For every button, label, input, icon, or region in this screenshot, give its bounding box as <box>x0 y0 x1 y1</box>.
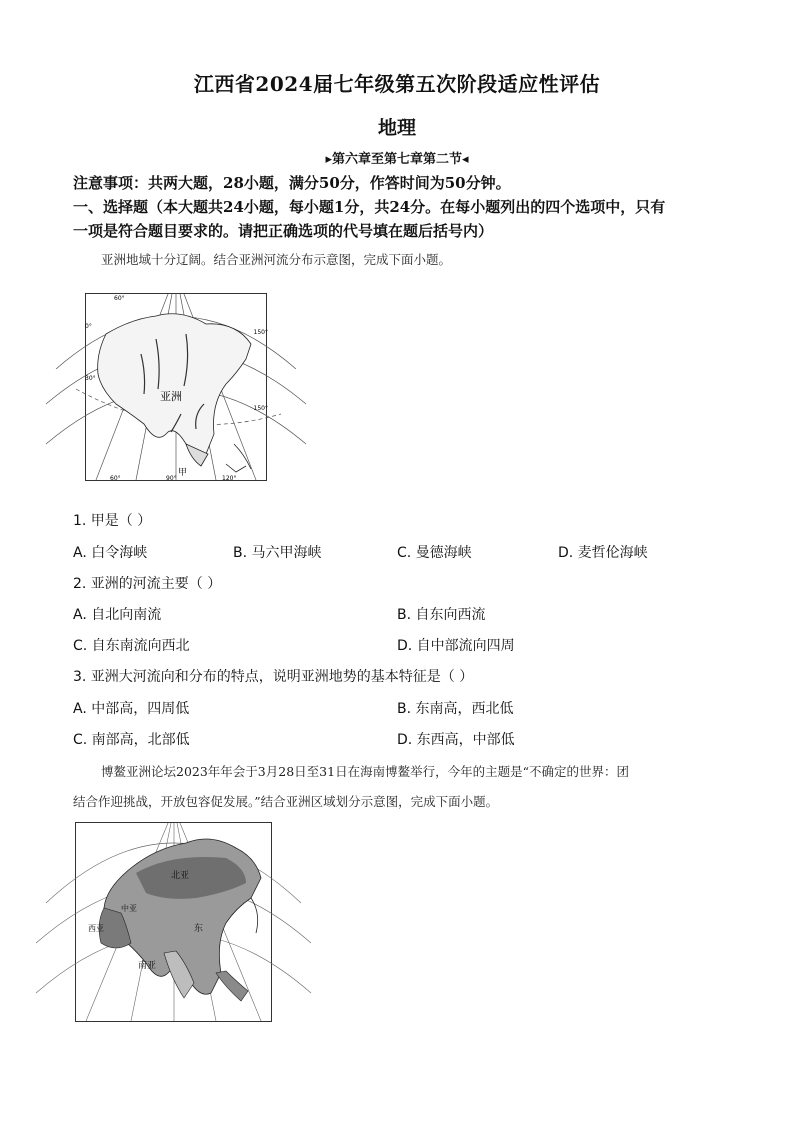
map1-label-asia: 亚洲 <box>160 390 182 403</box>
map2-label-north-asia: 北亚 <box>171 871 190 881</box>
map1-label-bottom-90: 90° <box>166 475 177 482</box>
section-heading-line2: 一项是符合题目要求的。请把正确选项的代号填在题后括号内） <box>73 222 494 240</box>
q2-option-b[interactable]: B. 自东向西流 <box>397 607 486 623</box>
map1-label-bottom-60: 60° <box>110 475 121 482</box>
map2-label-south-asia: 南亚 <box>138 961 157 971</box>
map1-label-lat0: 0° <box>85 323 92 330</box>
q2-option-d[interactable]: D. 自中部流向四周 <box>397 638 515 654</box>
section-heading-line1: 一、选择题（本大题共24小题，每小题1分，共24分。在每小题列出的四个选项中，只有 <box>73 198 666 216</box>
q1-option-c[interactable]: C. 曼德海峡 <box>397 545 472 561</box>
notice-line: 注意事项：共两大题，28小题，满分50分，作答时间为50分钟。 <box>73 174 511 192</box>
q3-option-a[interactable]: A. 中部高，四周低 <box>73 701 190 717</box>
q3-stem: 3. 亚洲大河流向和分布的特点，说明亚洲地势的基本特征是（ ） <box>73 669 474 685</box>
q1-option-b[interactable]: B. 马六甲海峡 <box>233 545 322 561</box>
map1-label-lat30: 30° <box>85 375 96 382</box>
q3-option-c[interactable]: C. 南部高，北部低 <box>73 732 190 748</box>
map2-label-west-asia: 西亚 <box>88 924 104 933</box>
map1-label-150: 150° <box>253 329 268 336</box>
q1-option-a[interactable]: A. 白令海峡 <box>73 545 148 561</box>
q3-option-b[interactable]: B. 东南高，西北低 <box>397 701 514 717</box>
map2-label-east: 东 <box>194 924 204 934</box>
asia-rivers-map-drawing <box>86 294 266 480</box>
map1-label-60: 60° <box>114 295 125 302</box>
q3-option-d[interactable]: D. 东西高，中部低 <box>397 732 515 748</box>
intro-paragraph-2-line1: 博鳌亚洲论坛2023年年会于3月28日至31日在海南博鳌举行，今年的主题是“不确定的世界：团 <box>101 764 629 779</box>
asia-regions-map-drawing <box>76 823 271 1021</box>
q2-option-a[interactable]: A. 自北向南流 <box>73 607 162 623</box>
map1-label-bottom-120: 120° <box>222 475 237 482</box>
map1-label-jia: 甲 <box>178 468 188 478</box>
q1-option-d[interactable]: D. 麦哲伦海峡 <box>558 545 648 561</box>
subject-title: 地理 <box>377 117 416 139</box>
map2-label-central-asia: 中亚 <box>121 904 137 913</box>
asia-regions-map <box>75 822 272 1022</box>
page-title: 江西省2024届七年级第五次阶段适应性评估 <box>193 72 601 96</box>
q2-stem: 2. 亚洲的河流主要（ ） <box>73 576 222 592</box>
intro-paragraph-1: 亚洲地域十分辽阔。结合亚洲河流分布示意图，完成下面小题。 <box>101 252 452 267</box>
q2-option-c[interactable]: C. 自东南流向西北 <box>73 638 190 654</box>
asia-rivers-map <box>85 293 267 481</box>
scope-line: ▸第六章至第七章第二节◂ <box>325 152 469 167</box>
q1-stem: 1. 甲是（ ） <box>73 513 152 529</box>
intro-paragraph-2-line2: 结合作迎挑战，开放包容促发展。”结合亚洲区域划分示意图，完成下面小题。 <box>73 794 499 809</box>
map1-label-150b: 150° <box>253 405 268 412</box>
